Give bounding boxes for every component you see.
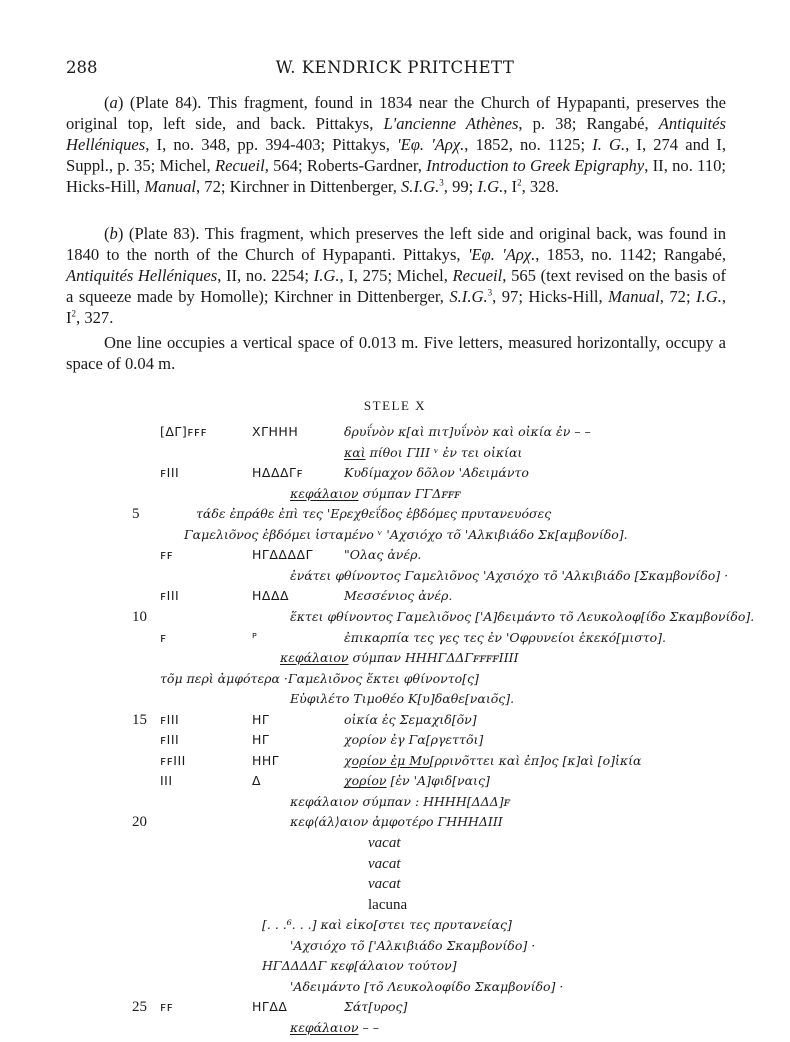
inscription-text — [290, 568, 728, 583]
inscription-text — [290, 486, 461, 501]
inscription-text — [280, 650, 519, 665]
attic-numeral-tax: ΧΓΗΗΗ — [252, 424, 299, 439]
greek-text: ἐπικαρπία τες γες τες ἐν 'Οφρυνείοι ἑκεκό[μιστο]. — [344, 629, 667, 645]
inscription-line — [0, 424, 790, 446]
inscription-text — [344, 424, 591, 439]
greek-text: κεφ⟨άλ⟩αιον ἀμφοτέρο ΓΗΗΗΔΙΙΙ — [290, 814, 503, 830]
attic-numeral-tax: ΗΗΓ — [252, 752, 280, 768]
inscription-line — [0, 588, 790, 610]
inscription-text — [262, 917, 512, 932]
inscription-text — [344, 630, 666, 645]
greek-text: [ρρινõττει καὶ ἐπ]ος [κ]αὶ [ο]ἰκία — [429, 752, 642, 768]
inscription-text — [290, 938, 535, 953]
inscription-line — [0, 609, 790, 631]
inscription-text — [290, 1020, 379, 1035]
inscription-line — [0, 753, 790, 775]
underlined-text: κεφάλαιον — [290, 485, 359, 501]
page-number: 288 — [66, 58, 98, 77]
attic-numeral-tax: ΗΓ — [252, 732, 270, 748]
attic-numeral-tax: ΗΓ — [252, 711, 270, 727]
attic-numeral-price: [ΔΓ]ꜰꜰꜰ — [160, 424, 208, 439]
inscription-line — [0, 732, 790, 754]
inscription-text — [344, 773, 490, 788]
vacat-note: vacat — [368, 855, 401, 872]
attic-numeral-tax: ΗΔΔΔΓꜰ — [252, 465, 304, 481]
inscription-line — [0, 917, 790, 939]
attic-numeral-price: ꜰ — [160, 629, 167, 645]
greek-text: σύμπαν ΓΓΔꜰꜰꜰ — [358, 485, 461, 501]
paragraph-b: (b) (Plate 83). This fragment, which preserves the left side and original back, was found in 1840 to the north of the Church of Hypapanti. Pittakys, 'Εφ. 'Αρχ., 1853, no. 1142; Rangabé, Antiquités Helléniques, II, no. 2254; I.G., I, 275; Michel, Recueil, 565 (text revised on the basis of a squeeze made by Homolle); Kirchner in Dittenberger, S.I.G.$^3$, 97; Hicks-Hill, Manual, 72; I.G., $I^2$, 327. — [66, 224, 727, 327]
greek-text: [. . .⁶. . .] καὶ εἰκο[στει τες πρυτανείας] — [262, 917, 512, 933]
greek-text: Γαμελιõνος ἕκτει φθίνοντο[ς] — [288, 670, 479, 686]
greek-text: Εὐφιλέτο Τιμοθέο Κ[υ]δαθε[ναιõς]. — [290, 691, 515, 707]
inscription-line — [0, 568, 790, 590]
underlined-text: κεφάλαιον — [290, 1019, 359, 1035]
inscription-text — [196, 506, 551, 521]
attic-numeral-tax: ᴾ — [252, 629, 258, 645]
stele-title: STELE X — [363, 398, 427, 413]
attic-numeral-tax: Δ — [252, 773, 262, 789]
greek-text: – – — [358, 1019, 379, 1035]
inscription-line — [0, 506, 790, 528]
inscription-text — [344, 588, 452, 603]
inscription-line — [0, 835, 790, 857]
inscription-line — [0, 547, 790, 569]
paragraph-a: (a) (Plate 84). This fragment, found in 1834 near the Church of Hypapanti, preserves the original top, left side, and back. Pittakys, L'ancienne Athènes, p. 38; Rangabé, Antiquités Helléniques, I, no. 348, pp. 394-403; Pittakys, 'Εφ. 'Αρχ., 1852, no. 1125; I. G., I, 274 and I, Suppl., p. 35; Michel, Recueil, 564; Roberts-Gardner, Introduction to Greek Epigraphy, II, no. 110; Hicks-Hill, Manual, 72; Kirchner in Dittenberger, S.I.G.$^3$, 99; I.G., $I^2$, 328. — [66, 93, 727, 196]
inscription-line — [0, 794, 790, 816]
running-header — [66, 58, 724, 82]
inscription-text — [344, 732, 483, 747]
inscription-line — [0, 773, 790, 795]
inscription-line — [0, 712, 790, 734]
lacuna-note: lacuna — [368, 896, 408, 913]
greek-text: οἰκία ἐς Σεμαχιδ[õν] — [344, 711, 477, 727]
greek-text: ΗΓΔΔΔΔΓ κεφ[άλαιον τούτον] — [262, 958, 457, 974]
inscription-text — [344, 547, 421, 562]
inscription-text — [344, 753, 641, 768]
inscription-text — [262, 958, 457, 973]
margin-note: τõμ περὶ ἀμφότερα · — [160, 670, 288, 686]
greek-text: τάδε ἐπράθε ἐπὶ τες 'Ερεχθεΐδος ἑβδόμες πρυτανευόσες — [196, 506, 552, 522]
greek-text: "Ολας ἀνέρ. — [344, 547, 422, 563]
attic-numeral-price: ꜰꜰ — [160, 547, 174, 563]
line-number: 10 — [132, 608, 147, 625]
underlined-text: κεφάλαιον — [280, 650, 349, 666]
inscription-line — [0, 650, 790, 672]
greek-text: κεφάλαιον σύμπαν : ΗΗΗΗ[ΔΔΔ]ꜰ — [290, 793, 510, 809]
attic-numeral-price: ꜰΙΙΙ — [160, 465, 180, 481]
greek-text: σύμπαν ΗΗΗΓΔΔΓꜰꜰꜰꜰΙΙΙΙ — [348, 650, 519, 666]
inscription-line — [0, 1020, 790, 1042]
inscription-line — [0, 897, 790, 919]
inscription-text — [290, 814, 503, 829]
inscription-text — [290, 691, 514, 706]
inscription-text — [344, 712, 477, 727]
running-header-author: W. KENDRICK PRITCHETT — [275, 58, 515, 77]
inscription-text — [288, 671, 479, 686]
inscription-line — [0, 876, 790, 898]
greek-text: Κυδίμαχον δõλον 'Αδειμάντο — [344, 465, 529, 481]
attic-numeral-tax: ΗΓΔΔΔΔΓ — [252, 547, 314, 563]
paragraph-c: One line occupies a vertical space of 0.013 m. Five letters, measured horizontally, occupy a space of 0.04 m. — [66, 333, 726, 373]
inscription-text — [290, 794, 510, 809]
attic-numeral-tax: ΗΓΔΔ — [252, 999, 288, 1015]
inscription-text — [290, 609, 754, 624]
inscription-line — [0, 691, 790, 713]
greek-text: ἕκτει φθίνοντος Γαμελιõνος ['Α]δειμάντο τõ Λευκολοφ[ίδο Σκαμβονίδο]. — [290, 608, 755, 624]
inscription-line — [0, 465, 790, 487]
inscription-line — [0, 979, 790, 1001]
line-number: 25 — [132, 999, 147, 1016]
attic-numeral-price: ꜰΙΙΙ — [160, 588, 180, 604]
inscription-line — [0, 999, 790, 1021]
inscription-line — [0, 856, 790, 878]
inscription-line — [0, 527, 790, 549]
inscription-text — [344, 999, 407, 1014]
vacat-note: vacat — [368, 876, 401, 893]
inscription-text — [290, 979, 563, 994]
greek-text: Σάτ[υρος] — [344, 999, 408, 1015]
inscription-line — [0, 445, 790, 467]
underlined-text: καὶ — [344, 444, 366, 460]
inscription-line — [0, 671, 790, 693]
greek-text: ἐνάτει φθίνοντος Γαμελιõνος 'Αχσιόχο τõ 'Αλκιβιάδο [Σκαμβονίδο] · — [290, 567, 729, 583]
line-number: 5 — [132, 506, 140, 523]
inscription-line — [0, 938, 790, 960]
greek-text: [ἐν 'Α]φιδ[ναις] — [386, 773, 490, 789]
line-number: 20 — [132, 814, 147, 831]
inscription-text — [184, 527, 628, 542]
inscription-line — [0, 814, 790, 836]
underlined-text: χορίον ἐμ Μυ — [344, 752, 430, 768]
inscription-text — [344, 445, 522, 460]
attic-numeral-price: ꜰꜰ — [160, 999, 174, 1015]
inscription-line — [0, 630, 790, 652]
line-number: 15 — [132, 711, 147, 728]
vacat-note: vacat — [368, 835, 401, 851]
greek-text: Γαμελιõνος ἑβδόμει ἱσταμένο ᵛ 'Αχσιόχο τõ 'Αλκιβιάδο Σκ[αμβονίδο]. — [184, 526, 628, 542]
greek-text: χορίον ἐγ Γα[ργεττõι] — [344, 732, 484, 748]
inscription-line — [0, 486, 790, 508]
greek-text: Μεσσένιος ἀνέρ. — [344, 588, 453, 604]
attic-numeral-price: ꜰΙΙΙ — [160, 732, 180, 748]
greek-text: 'Αδειμάντο [τõ Λευκολοφίδο Σκαμβονίδο] · — [290, 978, 564, 994]
attic-numeral-price: ꜰꜰΙΙΙ — [160, 752, 186, 768]
inscription-text — [344, 465, 529, 480]
underlined-text: χορίον — [344, 773, 387, 789]
greek-text: δρυΐνὸν κ[αὶ πιτ]υΐνὸν καὶ οἰκία ἐν – – — [344, 424, 591, 439]
inscription-line — [0, 958, 790, 980]
attic-numeral-price: ꜰΙΙΙ — [160, 711, 180, 727]
attic-numeral-price: ΙΙΙ — [160, 773, 173, 789]
greek-text: πίθοι ΓΙΙΙ ᵛ ἐν τει οἰκίαι — [365, 444, 523, 460]
greek-text: 'Αχσιόχο τõ ['Αλκιβιάδο Σκαμβονίδο] · — [290, 937, 536, 953]
attic-numeral-tax: ΗΔΔΔ — [252, 588, 290, 604]
